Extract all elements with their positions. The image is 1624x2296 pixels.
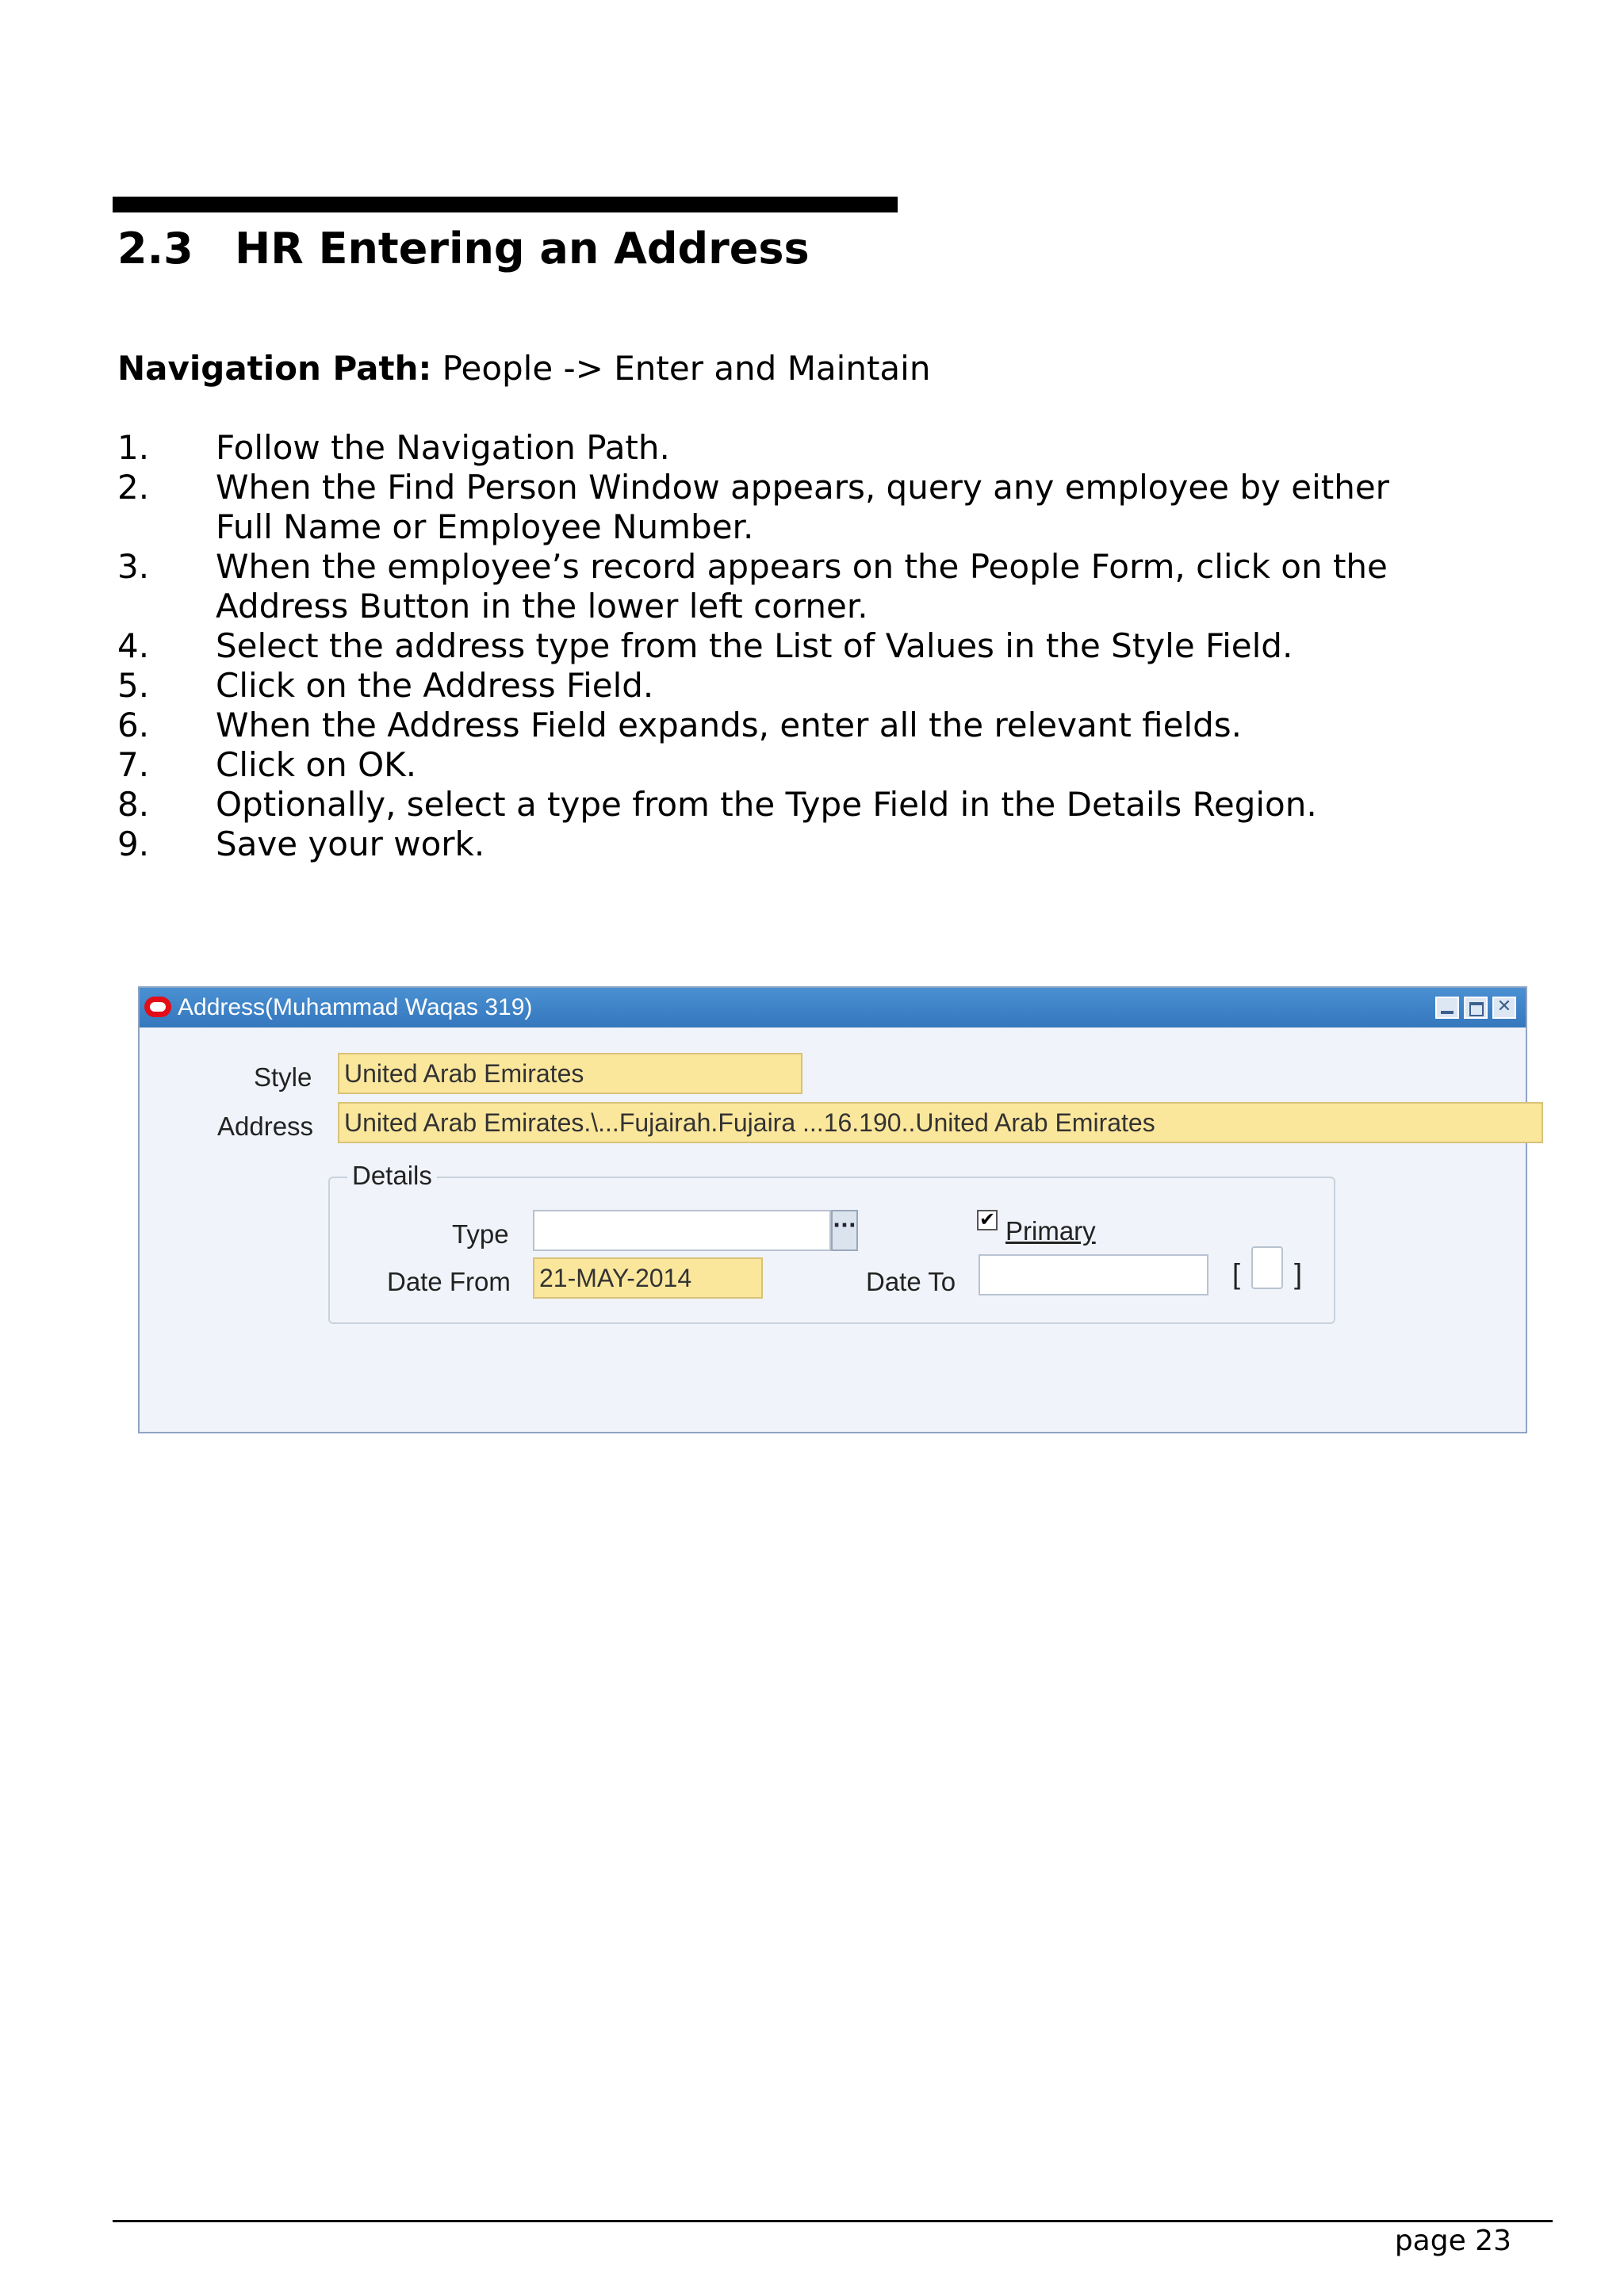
date-to-label: Date To	[866, 1267, 956, 1296]
section-title: HR Entering an Address	[235, 224, 810, 274]
window-titlebar[interactable]	[140, 988, 1526, 1027]
type-field[interactable]	[533, 1210, 831, 1251]
page-number: page 23	[1394, 2225, 1511, 2257]
date-from-label: Date From	[387, 1267, 511, 1296]
list-item: 8. Optionally, select a type from the Type Field in the Details Region.	[117, 785, 1317, 824]
bracket-open: [	[1232, 1257, 1241, 1290]
list-item: 5. Click on the Address Field.	[117, 666, 654, 705]
navigation-path	[117, 349, 930, 388]
minimize-icon[interactable]	[1435, 997, 1459, 1019]
list-item: 9. Save your work.	[117, 825, 485, 863]
close-icon[interactable]: ✕	[1492, 997, 1516, 1019]
bracket-close: ]	[1294, 1257, 1303, 1290]
primary-checkbox[interactable]: ✔	[977, 1210, 998, 1230]
descriptive-flexfield[interactable]	[1251, 1246, 1283, 1289]
list-item: 2. When the Find Person Window appears, query any employee by either Full Name or Employee Number.	[117, 468, 1389, 546]
style-field[interactable]: United Arab Emirates	[338, 1053, 802, 1094]
date-to-field[interactable]	[979, 1254, 1208, 1295]
date-from-field[interactable]: 21-MAY-2014	[533, 1257, 763, 1299]
maximize-icon[interactable]	[1464, 997, 1488, 1019]
list-of-values-button[interactable]: ···	[831, 1210, 858, 1251]
style-label: Style	[254, 1062, 312, 1092]
address-window	[138, 986, 1527, 1433]
list-item: 6. When the Address Field expands, enter all the relevant fields.	[117, 706, 1243, 744]
oracle-logo-icon	[144, 997, 171, 1017]
primary-label: Primary	[1005, 1216, 1096, 1246]
section-number: 2.3	[117, 224, 193, 274]
list-item: 7. Click on OK.	[117, 745, 417, 784]
list-item: 1. Follow the Navigation Path.	[117, 428, 670, 467]
top-rule	[113, 197, 898, 212]
navigation-value: People -> Enter and Maintain	[442, 349, 931, 388]
section-heading	[117, 224, 810, 274]
window-title: Address(Muhammad Waqas 319)	[178, 994, 533, 1020]
steps-list	[117, 428, 1434, 864]
address-label: Address	[217, 1112, 314, 1141]
list-item: 4. Select the address type from the List of Values in the Style Field.	[117, 626, 1293, 665]
list-item: 3. When the employee’s record appears on the People Form, click on the Address Button in the lower left corner.	[117, 547, 1388, 626]
footer-rule	[113, 2220, 1553, 2222]
type-label: Type	[452, 1219, 509, 1249]
details-title: Details	[347, 1161, 437, 1191]
navigation-label: Navigation Path:	[117, 349, 432, 388]
address-field[interactable]: United Arab Emirates.\...Fujairah.Fujaira ...16.190..United Arab Emirates	[338, 1102, 1543, 1143]
